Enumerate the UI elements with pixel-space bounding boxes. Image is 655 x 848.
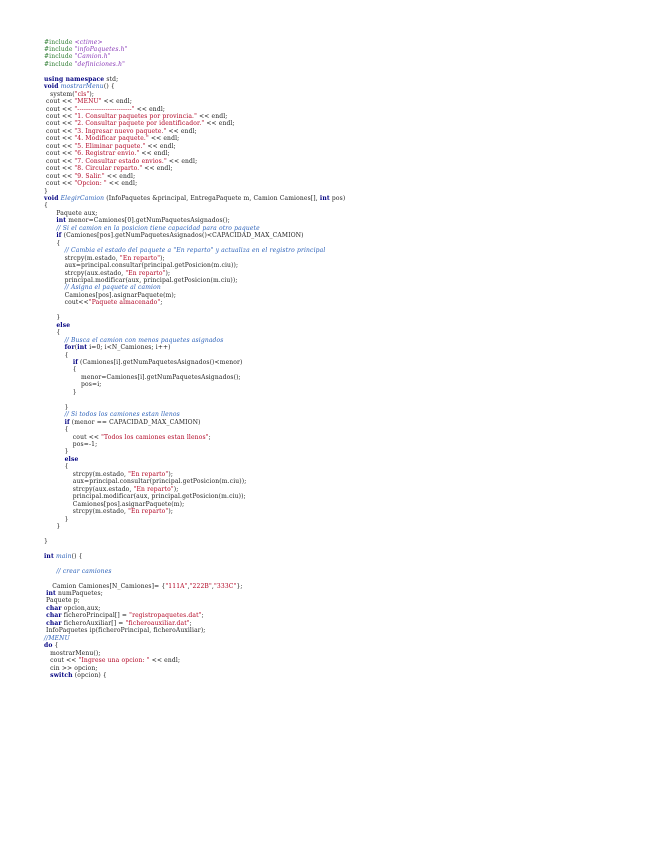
code-token: ); (173, 485, 179, 493)
code-token: "Ingrese una opcion: " (78, 657, 150, 665)
code-token: main (55, 552, 72, 560)
code-token: { (44, 239, 61, 247)
code-token: (opcion) { (72, 672, 107, 680)
code-token: { (52, 642, 59, 650)
code-token: #include (44, 38, 75, 46)
code-token: #include (44, 45, 75, 53)
code-token: //MENU (44, 634, 70, 642)
code-token: strcpy(aux.estado, (44, 269, 126, 277)
code-line (44, 292, 644, 299)
code-token: // Si todos los camiones estan llenos (64, 411, 180, 419)
code-token: "En reparto" (119, 254, 161, 262)
code-line (44, 314, 644, 321)
code-token: else (64, 455, 79, 463)
code-token: } (44, 314, 61, 322)
code-token: cout << (44, 165, 75, 173)
code-line (44, 284, 644, 291)
code-token: "4. Modificar paquete." (74, 135, 149, 143)
code-line (44, 508, 644, 515)
code-token: cin >> opcion; (44, 664, 98, 672)
code-token: cout << (44, 113, 75, 121)
code-line (44, 419, 644, 426)
code-token: strcpy(m.estado, (44, 508, 129, 516)
code-token: void (44, 83, 59, 91)
code-listing (44, 39, 644, 680)
code-line (44, 61, 644, 68)
code-line (44, 225, 644, 232)
code-token: "3. Ingresar nuevo paquete." (74, 127, 167, 135)
code-line (44, 612, 644, 619)
code-line (44, 642, 644, 649)
code-token: , (187, 582, 190, 590)
code-token: << endl; (145, 142, 176, 150)
code-line (44, 39, 644, 46)
code-line (44, 404, 644, 411)
code-line (44, 463, 644, 470)
code-line (44, 307, 644, 314)
code-token: << endl; (166, 127, 197, 135)
code-line (44, 396, 644, 403)
code-line (44, 232, 644, 239)
code-token: Camiones[pos].asignarPaquete(m); (44, 291, 177, 299)
code-line (44, 106, 644, 113)
code-token: } (44, 388, 77, 396)
code-token: (Camiones[i].getNumPaquetesAsignados()<menor) (77, 358, 243, 366)
code-token: #include (44, 60, 75, 68)
code-token: Paquete p; (44, 597, 80, 605)
code-token (44, 337, 65, 344)
code-token: ficheroPrincipal[] = (61, 612, 130, 620)
code-token: switch (50, 672, 73, 680)
code-token (44, 232, 56, 239)
code-token: "7. Consultar estado envios." (74, 157, 167, 165)
code-token: ; (201, 612, 204, 620)
code-line (44, 501, 644, 508)
code-token: pos) (329, 195, 346, 203)
code-token: << endl; (204, 120, 235, 128)
code-token: int (319, 195, 330, 203)
code-line (44, 553, 644, 560)
code-line (44, 441, 644, 448)
code-line (44, 217, 644, 224)
code-line (44, 247, 644, 254)
code-line (44, 113, 644, 120)
code-token (44, 568, 56, 575)
code-token: cout<< (44, 299, 89, 307)
code-token: << endl; (139, 150, 170, 158)
code-line (44, 657, 644, 664)
code-token: char (46, 604, 62, 612)
code-line (44, 173, 644, 180)
code-token (44, 411, 65, 418)
code-token: ; (160, 299, 163, 307)
code-line (44, 516, 644, 523)
code-token: InfoPaquetes ip(ficheroPrincipal, ficheroAuxiliar); (44, 627, 206, 635)
code-line (44, 486, 644, 493)
code-token: strcpy(m.estado, (44, 470, 129, 478)
code-token: "En reparto" (128, 470, 169, 478)
code-line (44, 672, 644, 679)
code-token: cout << (44, 433, 102, 441)
code-token: // Si el camion en la posicion tiene capacidad para otro paquete (56, 224, 260, 232)
code-token: // Asigna el paquete al camion (64, 284, 161, 292)
code-token: "1. Consultar paquetes por provincia." (74, 113, 198, 121)
code-token: } (44, 187, 48, 195)
code-token: << endl; (149, 657, 181, 665)
code-token: << endl; (106, 180, 138, 188)
code-token: "111A" (165, 582, 188, 590)
code-token: <ctime> (74, 38, 103, 46)
code-line (44, 337, 644, 344)
code-token: "ficheroauxiliar.dat" (125, 619, 190, 627)
code-token: ); (165, 269, 171, 277)
code-token: // Busca el camion con menos paquetes asignados (64, 336, 224, 344)
code-token: else (56, 321, 71, 329)
code-token: int (56, 217, 67, 225)
code-token: { (44, 463, 69, 471)
code-token: () { (71, 552, 83, 560)
code-line (44, 46, 644, 53)
code-token: "222B" (189, 582, 212, 590)
code-token: mostrarMenu(); (44, 649, 101, 657)
code-token: ElegirCamion (60, 195, 105, 203)
code-token: int (77, 344, 88, 352)
code-token: cout << (44, 180, 75, 188)
code-token: }; (236, 582, 243, 590)
code-token: "registropaquetes.dat" (129, 612, 202, 620)
code-line (44, 471, 644, 478)
code-token: << endl; (134, 105, 166, 113)
code-token: menor=Camiones[i].getNumPaquetesAsignados(); (44, 373, 241, 381)
code-token: cout << (44, 135, 75, 143)
code-token: "Camion.h" (74, 53, 111, 61)
code-token: "5. Eliminar paquete." (74, 142, 146, 150)
code-token: pos=-1; (44, 440, 98, 448)
code-token: "infoPaquetes.h" (74, 45, 128, 53)
code-token: for (64, 344, 75, 352)
code-line (44, 590, 644, 597)
code-token: ); (89, 90, 95, 98)
code-token: ; (208, 433, 211, 441)
code-line (44, 456, 644, 463)
code-line (44, 53, 644, 60)
code-token: } (44, 403, 69, 411)
code-token: strcpy(m.estado, (44, 254, 120, 262)
code-line (44, 493, 644, 500)
code-line (44, 597, 644, 604)
code-line (44, 627, 644, 634)
code-token (44, 344, 65, 351)
code-line (44, 381, 644, 388)
code-line (44, 120, 644, 127)
code-line (44, 68, 644, 75)
code-token: << endl; (104, 172, 136, 180)
code-line (44, 270, 644, 277)
code-token: int (44, 552, 54, 560)
code-token: int (46, 590, 56, 598)
code-line (44, 299, 644, 306)
code-token: Paquete aux; (44, 209, 98, 217)
code-token: ); (168, 508, 173, 516)
code-token: "En reparto" (125, 269, 166, 277)
code-line (44, 188, 644, 195)
code-line (44, 158, 644, 165)
code-token: Camiones[pos].asignarPaquete(m); (44, 500, 185, 508)
code-line (44, 530, 644, 537)
code-token: "-------------------------" (74, 105, 135, 113)
code-token: principal.modificar(aux, principal.getPosicion(m.ciu)); (44, 277, 238, 284)
code-token: "Paquete almacenado" (88, 299, 161, 307)
code-token (44, 359, 73, 366)
code-line (44, 359, 644, 366)
code-token: #include (44, 53, 75, 61)
code-token: ; (189, 619, 192, 627)
code-token (44, 322, 56, 329)
code-token: { (44, 366, 77, 374)
code-line (44, 329, 644, 336)
code-token: using namespace (44, 75, 105, 83)
code-line (44, 665, 644, 672)
code-token: aux=principal.consultar(principal.getPosicion(m.ciu)); (44, 478, 247, 486)
code-token: "En reparto" (128, 508, 169, 516)
code-token: { (44, 202, 48, 210)
code-token: if (72, 358, 78, 366)
code-line (44, 560, 644, 567)
code-line (44, 240, 644, 247)
code-token (44, 456, 65, 463)
code-line (44, 568, 644, 575)
code-line (44, 605, 644, 612)
code-token: mostrarMenu (60, 83, 104, 91)
code-token: } (44, 448, 69, 456)
code-token: "8. Circular reparto." (74, 165, 143, 173)
code-line (44, 210, 644, 217)
code-line (44, 635, 644, 642)
code-token: ); (168, 470, 173, 478)
code-line (44, 575, 644, 582)
code-token: char (46, 619, 62, 627)
code-token: (InfoPaquetes &principal, EntregaPaquete m, Camion Camiones[], (104, 195, 320, 203)
code-token: "333C" (213, 582, 237, 590)
code-token: do (44, 642, 53, 650)
code-token: strcpy(aux.estado, (44, 485, 134, 493)
code-token: cout << (44, 105, 75, 113)
code-line (44, 374, 644, 381)
code-line (44, 322, 644, 329)
code-line (44, 366, 644, 373)
code-line (44, 128, 644, 135)
code-line (44, 545, 644, 552)
code-token: ( (74, 344, 78, 352)
code-token: ficheroAuxiliar[] = (61, 619, 126, 627)
code-token: "definiciones.h" (74, 60, 126, 68)
code-line (44, 150, 644, 157)
code-line (44, 434, 644, 441)
code-token: principal.modificar(aux, principal.getPosicion(m.ciu)); (44, 493, 246, 501)
code-token (44, 217, 56, 224)
code-line (44, 478, 644, 485)
code-token: , (211, 582, 214, 590)
code-token: "2. Consultar paquete por identificador." (74, 120, 205, 128)
code-token: (Camiones[pos].getNumPaquetesAsignados()<CAPACIDAD_MAX_CAMION) (61, 232, 304, 240)
code-token: "6. Registrar envio." (74, 150, 140, 158)
code-token: << endl; (166, 157, 198, 165)
code-token: << endl; (101, 98, 133, 106)
code-line (44, 650, 644, 657)
code-line (44, 83, 644, 90)
code-token: menor=Camiones[0].getNumPaquetesAsignados(); (66, 217, 230, 225)
code-line (44, 277, 644, 284)
code-line (44, 135, 644, 142)
code-line (44, 91, 644, 98)
code-token: i=0; i<N_Camiones; i++) (87, 344, 171, 352)
code-line (44, 538, 644, 545)
code-token: // crear camiones (56, 567, 112, 575)
code-token: cout << (44, 172, 75, 180)
code-line (44, 180, 644, 187)
code-token: "cls" (74, 90, 90, 98)
code-token: { (44, 426, 69, 434)
code-token: char (46, 612, 62, 620)
code-token: { (44, 351, 69, 359)
code-token: << endl; (148, 135, 180, 143)
code-line (44, 352, 644, 359)
code-token: pos=i; (44, 381, 102, 389)
code-token: << endl; (197, 113, 228, 121)
code-token: "MENU" (74, 98, 102, 106)
code-token: ); (160, 254, 165, 262)
code-line (44, 262, 644, 269)
code-token: numPaquetes; (55, 590, 103, 598)
code-line (44, 255, 644, 262)
code-token: cout << (44, 120, 75, 128)
code-line (44, 426, 644, 433)
code-token (44, 284, 65, 291)
code-line (44, 411, 644, 418)
code-token: void (44, 195, 59, 203)
code-token: } (44, 522, 61, 530)
code-token: { (44, 329, 61, 337)
code-line (44, 583, 644, 590)
code-line (44, 344, 644, 351)
code-line (44, 76, 644, 83)
code-token: aux=principal.consultar(principal.getPosicion(m.ciu)); (44, 262, 239, 270)
code-token (44, 247, 65, 254)
code-token: cout << (44, 142, 75, 150)
code-token: system( (44, 90, 75, 98)
code-line (44, 202, 644, 209)
code-token: cout << (44, 98, 75, 106)
code-token: << endl; (142, 165, 173, 173)
code-token: cout << (44, 157, 75, 165)
code-line (44, 620, 644, 627)
code-line (44, 98, 644, 105)
code-line (44, 389, 644, 396)
code-token: "Todos los camiones estan llenos" (101, 433, 209, 441)
code-token: "Opcion: " (74, 180, 107, 188)
code-token: std; (104, 75, 119, 83)
code-line (44, 143, 644, 150)
code-token: (menor == CAPACIDAD_MAX_CAMION) (69, 418, 201, 426)
code-line (44, 448, 644, 455)
code-line (44, 195, 644, 202)
code-token: cout << (44, 657, 79, 665)
code-token: // Cambia el estado del paquete a "En reparto" y actualiza en el registro principal (64, 247, 326, 255)
code-token: opcion,aux; (61, 604, 101, 612)
code-token: cout << (44, 127, 75, 135)
code-line (44, 165, 644, 172)
code-token: if (56, 232, 62, 240)
code-token: if (64, 418, 70, 426)
code-token: } (44, 537, 48, 545)
code-token: cout << (44, 150, 75, 158)
code-token (44, 419, 65, 426)
code-token: Camion Camiones[N_Camiones]= { (44, 582, 166, 590)
code-token: "9. Salir." (74, 172, 105, 180)
code-token (44, 225, 56, 232)
code-token: } (44, 515, 69, 523)
code-token: () { (103, 83, 115, 91)
code-token: "En reparto" (133, 485, 174, 493)
code-line (44, 523, 644, 530)
